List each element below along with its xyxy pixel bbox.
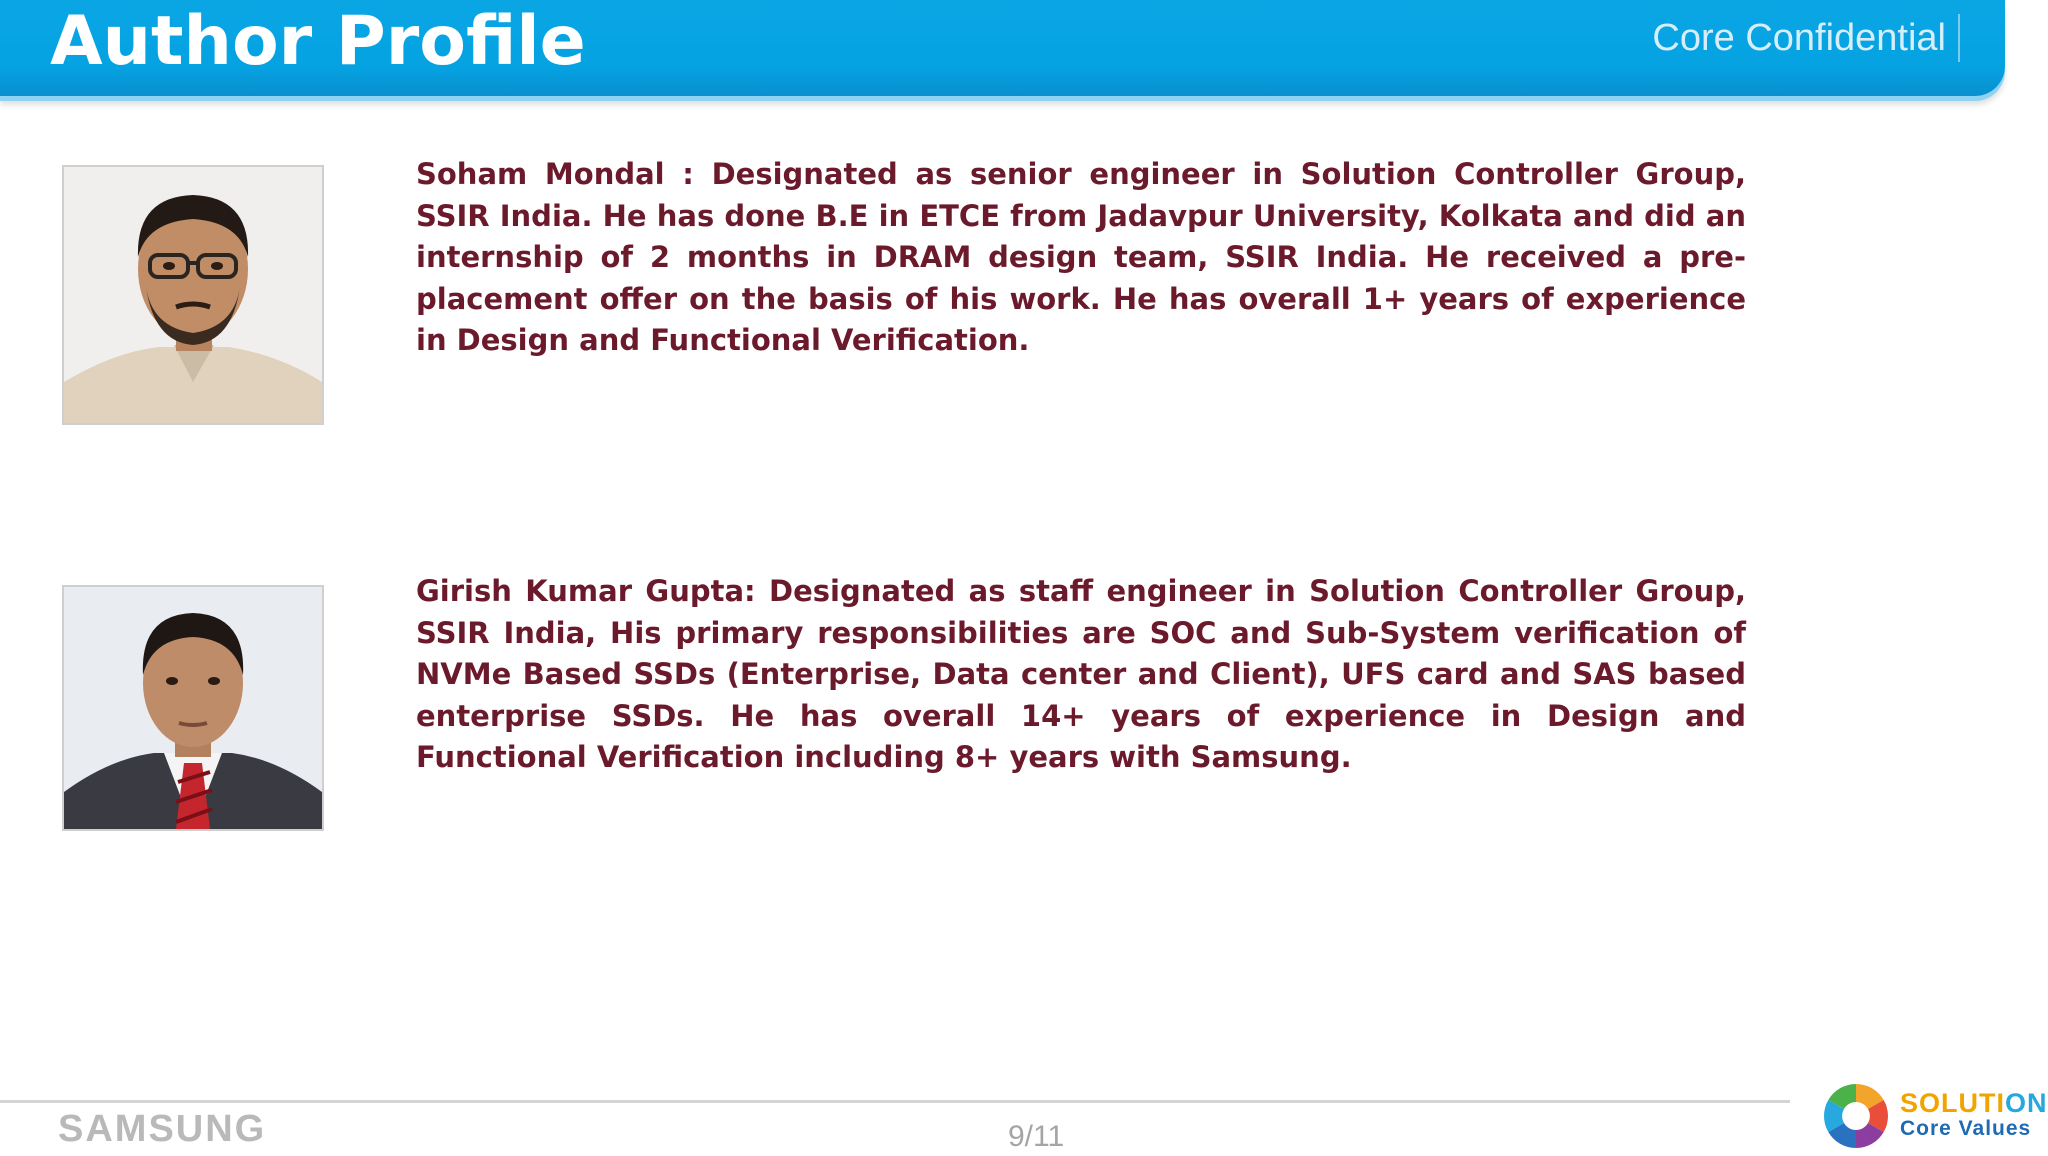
header-bar [0,0,2005,96]
core-values-wheel-icon [1820,1080,1892,1152]
author-bio-girish [416,571,1746,779]
page-number: 9/11 [1008,1120,1065,1153]
logo-line-core-values: Core Values [1900,1117,2032,1140]
confidential-label: Core Confidential [1644,14,1960,62]
footer-divider [0,1100,1790,1103]
page-title: Author Profile [50,2,586,81]
author-photo-soham [62,165,324,425]
samsung-logo: SAMSUNG [58,1108,267,1150]
logo-line-solution: SOLUTION [1900,1088,2048,1118]
author-description: Designated as staff engineer in Solution Controller Group, SSIR India, His primary responsibilities are SOC and Sub-System verification of NVMe Based SSDs (Enterprise, Data center and Client), UFS card and SAS based enterprise SSDs. He has overall 14+ years of experience in Design and Functional Verification including 8+ years with Samsung. [416,574,1746,774]
author-photo-girish [62,585,324,831]
author-bio-soham [416,154,1746,362]
author-name: Soham Mondal : [416,157,694,191]
core-values-logo [1900,1088,2048,1141]
author-name: Girish Kumar Gupta: [416,574,756,608]
author-description: Designated as senior engineer in Solution Controller Group, SSIR India. He has done B.E in ETCE from Jadavpur University, Kolkata and did an internship of 2 months in DRAM design team, SSIR India. He received a pre-placement offer on the basis of his work. He has overall 1+ years of experience in Design and Functional Verification. [416,157,1747,357]
